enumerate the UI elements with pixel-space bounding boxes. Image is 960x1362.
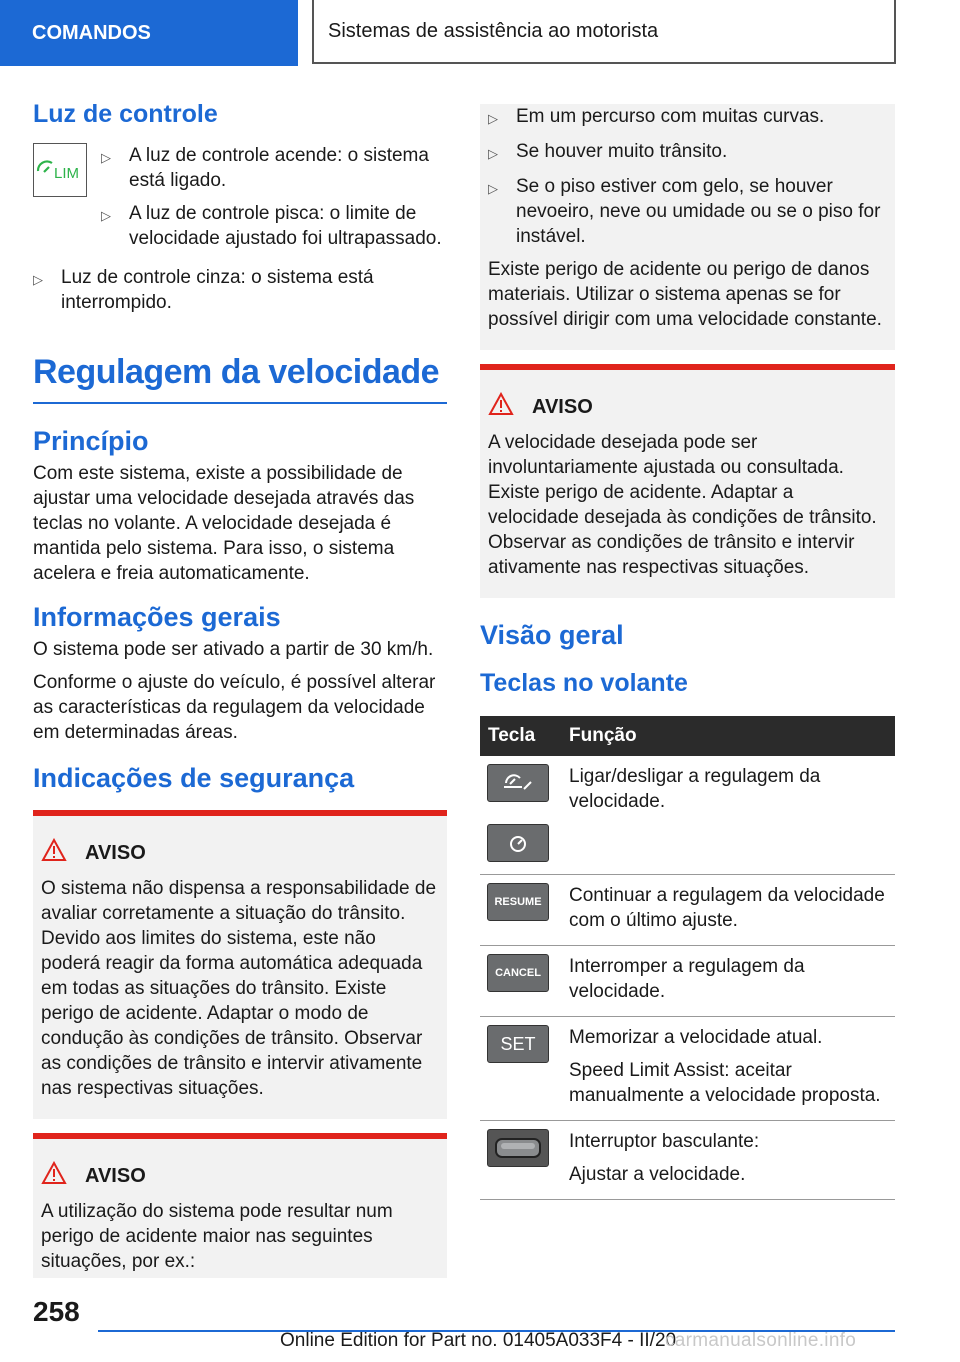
section-tab[interactable]: COMANDOS — [0, 0, 298, 66]
function-cell: Interromper a regulagem da velocidade. — [561, 946, 895, 1017]
chapter-title: Sistemas de assistência ao motorista — [312, 0, 896, 64]
list-item: ▷ Se o piso estiver com gelo, se houver nevoeiro, neve ou umidade ou se o piso for instável. — [488, 176, 881, 247]
principio-heading: Princípio — [33, 426, 149, 456]
info-paragraph: O sistema pode ser ativado a partir de 30 km/h. — [33, 639, 434, 660]
info-heading: Informações gerais — [33, 602, 281, 632]
watermark: carmanualsonline.info — [665, 1330, 857, 1351]
edition-text: Online Edition for Part no. 01405A033F4 - II/20 — [280, 1330, 677, 1351]
list-item: ▷ Luz de controle cinza: o sistema está interrompido. — [33, 267, 374, 313]
rocker-switch-icon — [487, 1129, 549, 1167]
warning-title: AVISO — [85, 841, 146, 864]
table-row — [480, 875, 895, 946]
page-header — [0, 0, 960, 66]
table-row — [480, 1017, 895, 1121]
warning-triangle-icon — [41, 1161, 85, 1191]
right-column — [480, 104, 895, 1200]
cruise-control-button-icon — [487, 824, 549, 862]
page-number: 258 — [33, 1296, 80, 1327]
warning-text: O sistema não dispensa a responsabilidade de avaliar corretamente a situação do trânsito. Devido aos limites do sistema, este não poderá reagir da forma automática adequada em todas as situações do trânsito. Existe perigo de acidente. Adaptar o modo de condução às condições de trânsito. Observar as condições de trânsito e intervir ativamente nas respectivas situações. — [41, 878, 437, 1099]
overview-heading: Visão geral — [480, 620, 624, 650]
keys-table — [480, 716, 895, 1200]
triangle-bullet-icon: ▷ — [33, 272, 43, 287]
triangle-bullet-icon: ▷ — [101, 150, 111, 165]
chapter-heading: Regulagem da velocidade — [33, 353, 447, 404]
triangle-bullet-icon: ▷ — [488, 181, 498, 196]
triangle-bullet-icon: ▷ — [488, 146, 498, 161]
list-item: ▷ A luz de controle pisca: o limite de velocidade ajustado foi ultrapassado. — [101, 203, 442, 249]
column-header-key: Tecla — [480, 716, 561, 756]
warning-text: A utilização do sistema pode resultar num perigo de acidente maior nas seguintes situações, por ex.: — [41, 1201, 393, 1272]
cruise-control-on-off-icon — [487, 764, 549, 802]
triangle-bullet-icon: ▷ — [488, 111, 498, 126]
table-row — [480, 946, 895, 1017]
luz-de-controle-heading: Luz de controle — [33, 100, 218, 128]
table-header-row — [480, 716, 895, 756]
info-paragraph: Conforme o ajuste do veículo, é possível alterar as características da regulagem da velocidade em determinadas áreas. — [33, 672, 436, 743]
table-row — [480, 1121, 895, 1200]
left-column — [33, 100, 447, 1278]
warning-box — [33, 1133, 447, 1278]
warning-continuation — [480, 104, 895, 350]
list-item: ▷ Em um percurso com muitas curvas. — [488, 104, 887, 131]
function-cell: Interruptor basculante: Ajustar a velocidade. — [561, 1121, 895, 1200]
function-cell: Ligar/desligar a regulagem da velocidade. — [561, 756, 895, 875]
cancel-key-icon: CANCEL — [487, 954, 549, 992]
list-item: ▷ Se houver muito trânsito. — [488, 139, 887, 166]
warning-box — [33, 810, 447, 1119]
warning-text: Existe perigo de acidente ou perigo de danos materiais. Utilizar o sistema apenas se for possível dirigir com uma velocidade constante. — [488, 259, 882, 330]
speed-limiter-indicator-icon — [33, 143, 87, 197]
safety-heading: Indicações de segurança — [33, 763, 355, 793]
triangle-bullet-icon: ▷ — [101, 208, 111, 223]
warning-title: AVISO — [532, 395, 593, 418]
resume-key-icon: RESUME — [487, 883, 549, 921]
steering-keys-heading: Teclas no volante — [480, 669, 688, 697]
warning-box — [480, 364, 895, 598]
list-item: ▷ A luz de controle acende: o sistema está ligado. — [101, 145, 429, 191]
column-header-function: Função — [561, 716, 895, 756]
warning-triangle-icon — [488, 392, 532, 422]
function-cell: Continuar a regulagem da velocidade com o último ajuste. — [561, 875, 895, 946]
warning-text: A velocidade desejada pode ser involuntariamente ajustada ou consultada. Existe perigo de acidente. Adaptar a velocidade desejada às condições de trânsito. Observar as condições de trânsito e intervir ativamente nas respectivas situações. — [488, 432, 877, 578]
indicator-block — [33, 143, 447, 259]
function-cell: Memorizar a velocidade atual. Speed Limit Assist: aceitar manualmente a velocidade proposta. — [561, 1017, 895, 1121]
warning-title: AVISO — [85, 1164, 146, 1187]
svg-text:LIM: LIM — [54, 165, 80, 182]
set-key-icon: SET — [487, 1025, 549, 1063]
principio-text: Com este sistema, existe a possibilidade de ajustar uma velocidade desejada através das teclas no volante. A velocidade desejada é mantida pelo sistema. Para isso, o sistema acelera e freia automaticamente. — [33, 463, 415, 584]
table-row — [480, 756, 895, 875]
warning-triangle-icon — [41, 838, 85, 868]
